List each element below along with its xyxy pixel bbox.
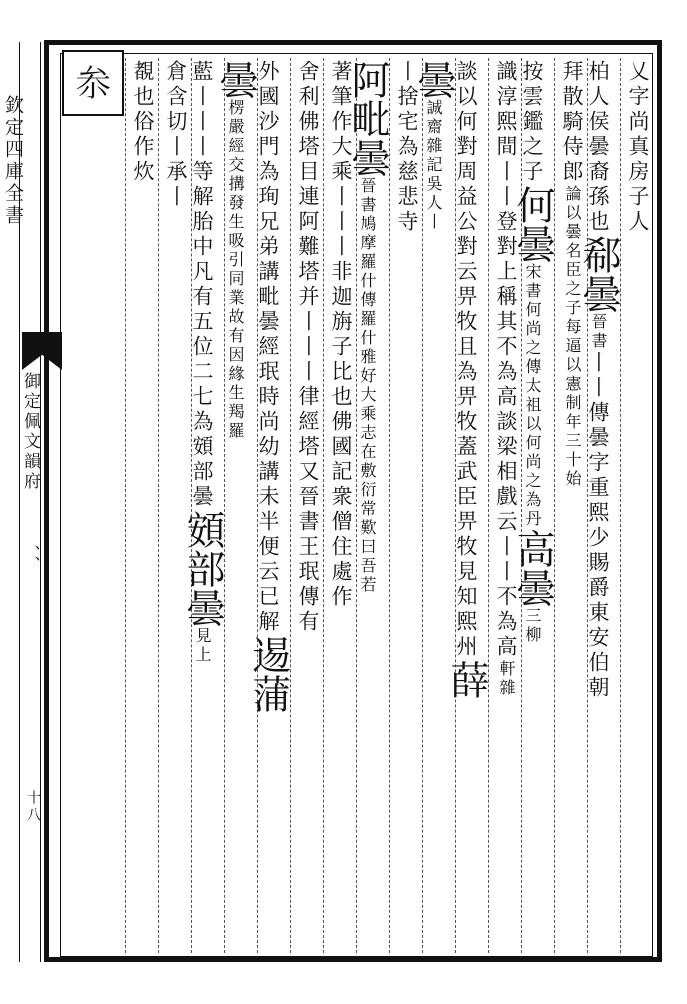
text-segment: 見上 (193, 627, 212, 665)
headword: 何曇 (510, 185, 555, 263)
text-segment: 藍丨丨丨等解胎中凡有五位二七為頞部曇 (190, 60, 214, 510)
headword: 薛 (444, 660, 489, 699)
text-segment: 拜散騎侍郎 (560, 60, 584, 185)
text-column (158, 58, 191, 953)
text-segment: 晉書 (589, 313, 608, 351)
text-column (323, 58, 356, 953)
text-segment: 誠齋雜記吳人丨 (424, 99, 443, 232)
text-column (125, 58, 158, 953)
text-column (290, 58, 323, 953)
headword: 高曇 (510, 529, 555, 607)
text-segment: 按雲鑑之子 (520, 60, 544, 185)
headword: 郗曇 (576, 235, 621, 313)
text-segment: 舍利佛塔目連阿難塔并丨丨丨律經塔又晉書王珉傳有 (296, 60, 320, 635)
text-segment: 倉含切丨承丨 (164, 60, 188, 210)
text-column (576, 58, 621, 953)
text-columns (125, 58, 653, 953)
text-column (180, 58, 225, 953)
page-number: 十八 (25, 790, 41, 824)
text-segment: 軒雜 (497, 660, 516, 698)
rhyme-character-label: 𠫭 (62, 50, 124, 116)
headword: 阿毗曇 (345, 60, 390, 177)
text-segment: 識淳熙間丨丨登對上稱其不為高談梁相戲云丨丨不為高 (494, 60, 518, 660)
text-column (411, 58, 456, 953)
text-column (246, 58, 291, 953)
text-column (389, 58, 422, 953)
headword: 頞部曇 (180, 510, 225, 627)
text-segment: 乂字尚真房子人 (626, 60, 650, 235)
text-segment: 三柳 (523, 607, 542, 645)
text-segment: 著筆作大乘丨丨丨非迦旃子比也佛國記衆僧住處作 (329, 60, 353, 610)
headword: 逷蒲 (246, 635, 291, 713)
text-column (554, 58, 587, 953)
text-segment: 柏人侯曇裔孫也 (586, 60, 610, 235)
text-segment: 宋書何尚之傳太祖以何尚之為丹 (523, 263, 542, 529)
text-column (213, 58, 258, 953)
headword: 曇 (213, 60, 258, 99)
text-column (620, 58, 653, 953)
text-column (488, 58, 521, 953)
text-segment: 論以曇名臣之子每逼以憲制年三十始 (563, 185, 582, 489)
text-segment: 談以何對周益公對云畀牧且為畀牧蓋武臣畀牧見知熙州 (454, 60, 478, 660)
text-column (510, 58, 555, 953)
text-segment: 楞嚴經交搆發生吸引同業故有因緣生羯羅 (226, 99, 245, 441)
text-segment: 丨捨宅為慈悲寺 (395, 60, 419, 235)
text-segment: 覩也俗作炊 (131, 60, 155, 185)
text-segment: 外國沙門為珣兄弟講毗曇經珉時尚幼講未半便云已解 (256, 60, 280, 635)
text-column (345, 58, 390, 953)
headword: 曇 (411, 60, 456, 99)
volume-title: 御定佩文韻府 (20, 372, 40, 492)
text-column (444, 58, 489, 953)
text-segment: 晉書鳩摩羅什傳羅什雅好大乘志在敷衍常歎曰吾若 (358, 177, 377, 595)
book-title: 欽定四庫全書 (2, 95, 24, 227)
volume-marks: 、、 (22, 545, 41, 575)
text-segment: 丨丨傳曇字重熙少賜爵東安伯朝 (586, 351, 610, 701)
